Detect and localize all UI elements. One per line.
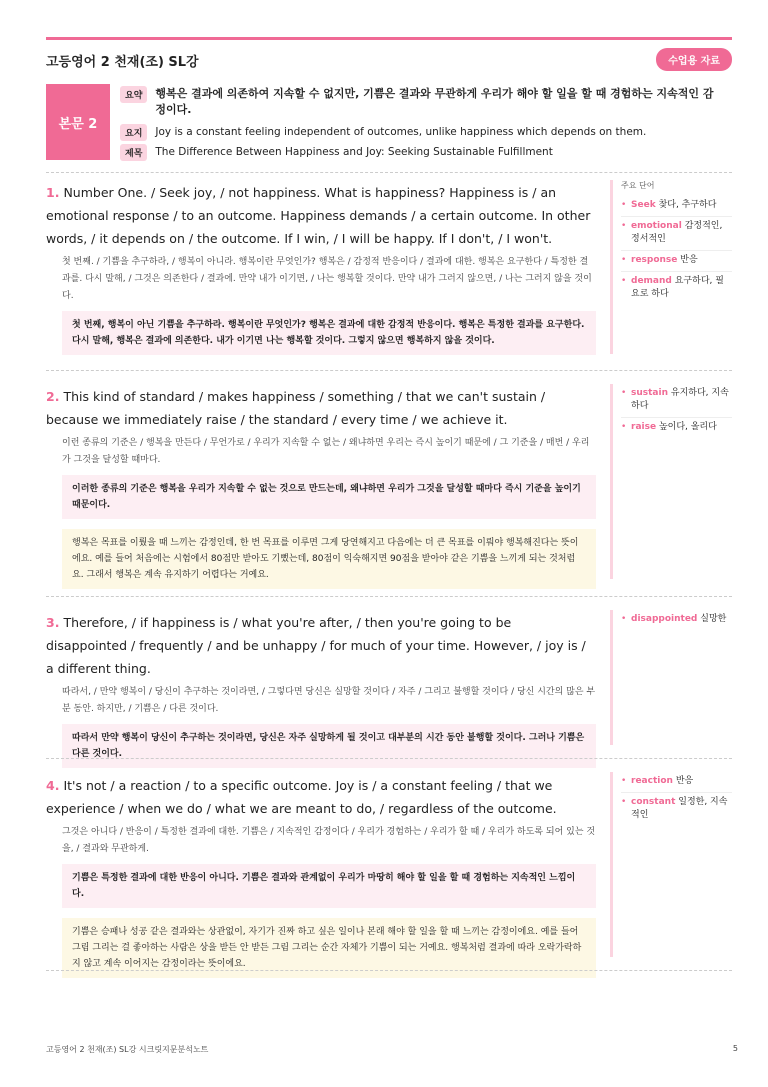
vocab-item: • constant 일정한, 지속적인: [621, 793, 732, 826]
korean-chunk-translation: 첫 번째. / 기쁨을 추구하라, / 행복이 아니라. 행복이란 무엇인가? 행복은 / 감정적 반응이다 / 결과에 대한. 행복은 요구한다 / 특정한 결과를. 다시 말해, / 그것은 의존한다 / 결과에. 만약 내가 이기면, / 나는 행복할 것이다. 만약 내가 그러지 않으면, / 나는 그러지 않을 것이다.: [62, 257, 592, 301]
english-sentence: [46, 181, 596, 250]
vocab-item: • demand 요구하다, 필요로 하다: [621, 272, 732, 305]
english-text: Number One. / Seek joy, / not happiness. What is happiness? Happiness is / an emotional response / to an outcome. Happiness demands / a certain outcome. In other words, / it depends on / the outcome. If I win, / I will be happy. If I don't, / I won't.: [46, 185, 591, 246]
full-translation: 이러한 종류의 기준은 행복을 우리가 지속할 수 없는 것으로 만드는데, 왜냐하면 우리가 그것을 달성할 때마다 즉시 기준을 높이기 때문이다.: [62, 475, 596, 519]
page-number: 5: [732, 1044, 738, 1053]
material-badge: 수업용 자료: [656, 48, 732, 71]
section-2: [46, 385, 596, 589]
vocab-item: • response 반응: [621, 251, 732, 272]
section-4: [46, 774, 596, 978]
title-row: [120, 144, 553, 161]
full-translation: 첫 번째, 행복이 아닌 기쁨을 추구하라. 행복이란 무엇인가? 행복은 결과에 대한 감정적 반응이다. 행복은 특정한 결과를 요구한다. 다시 말해, 행복은 결과에 의존한다. 내가 이기면 나는 행복할 것이다. 그렇지 않으면 행복하지 않을 것이다.: [62, 311, 596, 355]
title-text: The Difference Between Happiness and Joy: Seeking Sustainable Fulfillment: [155, 146, 553, 158]
vocab-item: • sustain 유지하다, 지속하다: [621, 384, 732, 418]
section-1: [46, 181, 596, 355]
english-sentence: [46, 385, 596, 431]
sentence-number: 2.: [46, 389, 60, 404]
summary-text: 행복은 결과에 의존하여 지속할 수 없지만, 기쁨은 결과와 무관하게 우리가 해야 할 일을 할 때 경험하는 지속적인 감정이다.: [155, 87, 714, 116]
vocab-sidebar-1: [610, 180, 732, 354]
page-title: 고등영어 2 천재(조) SL강: [46, 55, 199, 70]
vocab-sidebar-2: [610, 384, 732, 579]
vocab-title: 주요 단어: [621, 181, 655, 190]
divider: [46, 596, 732, 597]
divider: [46, 758, 732, 759]
full-translation: 따라서 만약 행복이 당신이 추구하는 것이라면, 당신은 자주 실망하게 될 것이고 대부분의 시간 동안 불행할 것이다. 그러나 기쁨은 다른 것이다.: [62, 724, 596, 768]
gist-pill: 요지: [120, 124, 147, 141]
top-accent-bar: [46, 37, 732, 40]
english-sentence: [46, 611, 596, 680]
divider: [46, 970, 732, 971]
divider: [46, 370, 732, 371]
gist-text: Joy is a constant feeling independent of outcomes, unlike happiness which depends on them.: [155, 126, 647, 138]
vocab-item: • emotional 감정적인, 정서적인: [621, 217, 732, 251]
vocab-sidebar-4: [610, 772, 732, 957]
explanation-note: 행복은 목표를 이뤘을 때 느끼는 감정인데, 한 번 목표를 이루면 그게 당연해지고 다음에는 더 큰 목표를 이뤄야 행복해진다는 뜻이에요. 예를 들어 처음에는 시험에서 80점만 받아도 기뻤는데, 80점이 익숙해지면 90점을 받아야 같은 기쁨을 느끼게 되는 것처럼요. 그래서 행복은 계속 유지하기 어렵다는 거예요.: [62, 529, 596, 589]
passage-tag: 본문 2: [46, 84, 110, 160]
section-3: [46, 611, 596, 768]
vocab-item: • disappointed 실망한: [621, 610, 732, 630]
korean-chunk-translation: 따라서, / 만약 행복이 / 당신이 추구하는 것이라면, / 그렇다면 당신은 실망할 것이다 / 자주 / 그리고 불행할 것이다 / 당신 시간의 많은 부분 동안. 하지만, / 기쁨은 / 다른 것이다.: [62, 687, 596, 714]
title-pill: 제목: [120, 144, 147, 161]
vocab-item: • reaction 반응: [621, 772, 732, 793]
english-sentence: [46, 774, 596, 820]
footer-text: 고등영어 2 천재(조) SL강 시크릿지문분석노트: [46, 1045, 209, 1054]
english-text: Therefore, / if happiness is / what you're after, / then you're going to be disappointed / frequently / and be unhappy / for much of your time. However, / joy is / a different thing.: [46, 615, 586, 676]
english-text: This kind of standard / makes happiness / something / that we can't sustain / because we immediately raise / the standard / every time / we achieve it.: [46, 389, 546, 427]
english-text: It's not / a reaction / to a specific outcome. Joy is / a constant feeling / that we experience / when we do / what we are meant to do, / regardless of the outcome.: [46, 778, 557, 816]
full-translation: 기쁨은 특정한 결과에 대한 반응이 아니다. 기쁨은 결과와 관계없이 우리가 마땅히 해야 할 일을 할 때 경험하는 지속적인 느낌이다.: [62, 864, 596, 908]
sentence-number: 4.: [46, 778, 60, 793]
korean-chunk-translation: 이런 종류의 기준은 / 행복을 만든다 / 무언가로 / 우리가 지속할 수 없는 / 왜냐하면 우리는 즉시 높이기 때문에 / 그 기준을 / 매번 / 우리가 그것을 달성할 때마다.: [62, 438, 590, 465]
summary-pill: 요약: [120, 86, 147, 103]
korean-chunk-translation: 그것은 아니다 / 반응이 / 특정한 결과에 대한. 기쁨은 / 지속적인 감정이다 / 우리가 경험하는 / 우리가 할 때 / 우리가 하도록 되어 있는 것을, / 결과와 무관하게.: [62, 827, 596, 854]
vocab-sidebar-3: [610, 610, 732, 745]
explanation-note: 기쁨은 승패나 성공 같은 결과와는 상관없이, 자기가 진짜 하고 싶은 일이나 본래 해야 할 일을 할 때 느끼는 감정이에요. 예를 들어 그림 그리는 걸 좋아하는 사람은 상을 받든 안 받든 그림 그리는 순간 자체가 기쁨이 되는 거예요. 행복처럼 결과에 따라 오락가락하지 않고 계속 이어지는 감정이라는 뜻이에요.: [62, 918, 596, 978]
divider: [46, 172, 732, 173]
sentence-number: 3.: [46, 615, 60, 630]
summary-row: [120, 86, 715, 118]
vocab-item: • raise 높이다, 올리다: [621, 418, 732, 438]
sentence-number: 1.: [46, 185, 60, 200]
gist-row: [120, 124, 646, 141]
vocab-item: • Seek 찾다, 추구하다: [621, 196, 732, 217]
